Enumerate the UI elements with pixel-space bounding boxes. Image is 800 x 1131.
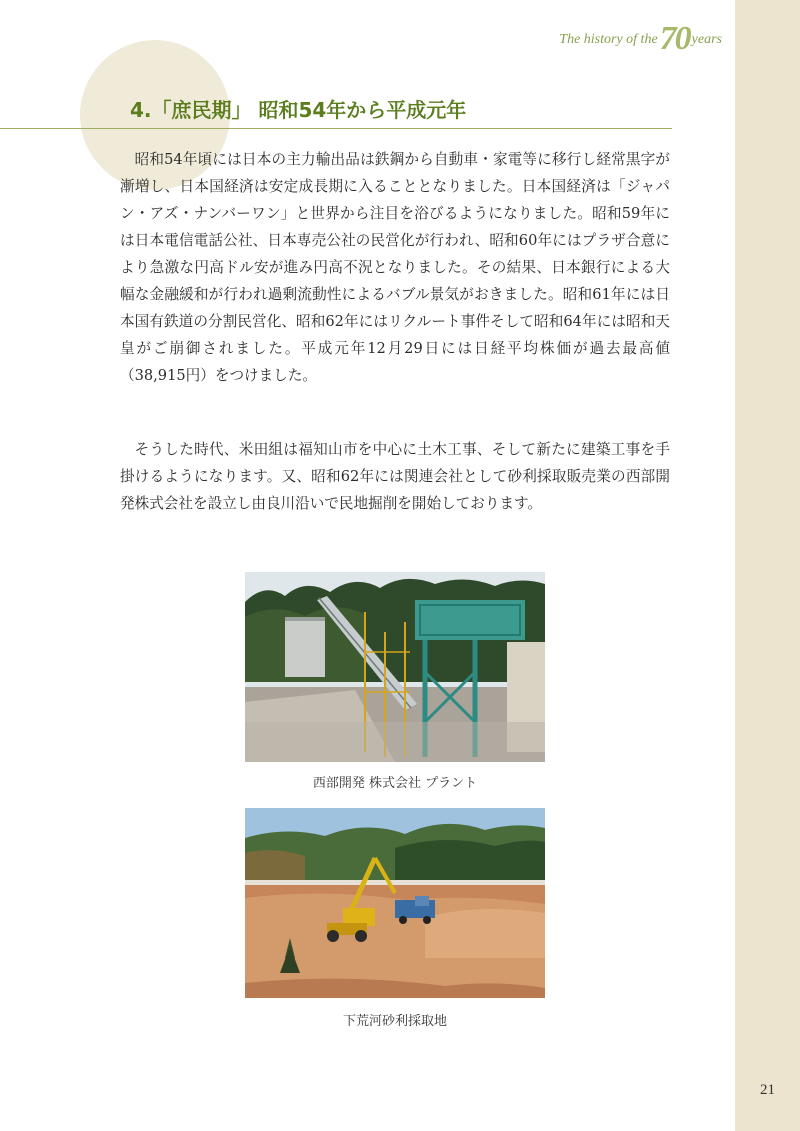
body-paragraph-1: 昭和54年頃には日本の主力輸出品は鉄鋼から自動車・家電等に移行し経常黒字が漸増し、日本国経済は安定成長期に入ることとなりました。日本国経済は「ジャパン・アズ・ナンバーワン」と世界から注目を浴びるようになりました。昭和59年には日本電信電話公社、日本専売公社の民営化が行われ、昭和60年にはプラザ合意により急激な円高ドル安が進み円高不況となりました。その結果、日本銀行による大幅な金融緩和が行われ過剰流動性によるバブル景気がおきました。昭和61年には日本国有鉄道の分割民営化、昭和62年にはリクルート事件そして昭和64年には昭和天皇がご崩御されました。平成元年12月29日には日経平均株価が過去最高値（38,915円）をつけました。: [120, 151, 670, 384]
plant-photo: [245, 572, 545, 762]
side-band: [735, 0, 800, 1131]
section-title: 4.「庶民期」 昭和54年から平成元年: [130, 98, 467, 122]
plant-photo-caption: 西部開発 株式会社 プラント: [312, 776, 478, 791]
title-underline: [0, 128, 672, 129]
body-paragraph-2: そうした時代、米田組は福知山市を中心に土木工事、そして新たに建築工事を手掛けるようになります。又、昭和62年には関連会社として砂利採取販売業の西部開発株式会社を設立し由良川沿いで民地掘削を開始しております。: [120, 441, 670, 512]
extraction-site-photo-caption: 下荒河砂利採取地: [342, 1014, 447, 1029]
header-tag-number: 70: [659, 20, 690, 57]
page-number: 21: [760, 1082, 775, 1098]
header-tag-prefix: The history of the: [559, 32, 658, 47]
extraction-site-photo: [245, 808, 545, 998]
header-tag: [559, 14, 722, 57]
header-tag-suffix: years: [691, 32, 722, 47]
